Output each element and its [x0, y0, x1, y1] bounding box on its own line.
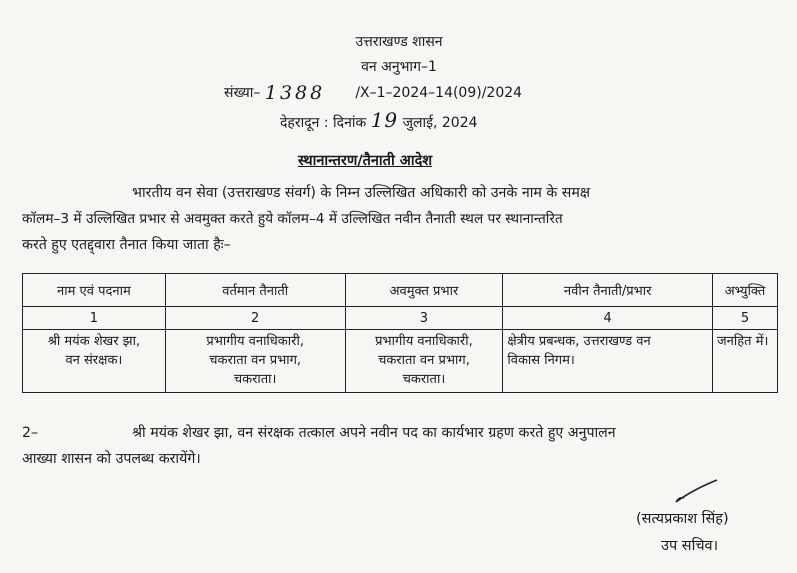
cell-relieved-charge — [345, 330, 503, 393]
signatory-name: (सत्यप्रकाश सिंह) — [636, 511, 729, 527]
current-line-2: चकराता वन प्रभाग, — [209, 353, 302, 368]
col-number: 2 — [165, 307, 345, 330]
cell-new-posting — [503, 330, 713, 393]
place-date-label: देहरादून : दिनांक — [280, 115, 367, 131]
table-number-row — [23, 307, 778, 330]
col-header-new-posting: नवीन तैनाती/प्रभार — [503, 274, 713, 307]
col-header-current-posting: वर्तमान तैनाती — [165, 274, 345, 307]
new-line-2: विकास निगम। — [507, 353, 575, 368]
intro-line-2: कॉलम–3 में उल्लिखित प्रभार से अवमुक्त करते हुये कॉलम–4 में उल्लिखित नवीन तैनाती स्थल पर स्थानान्तरित — [22, 211, 563, 227]
col-number: 4 — [503, 307, 713, 330]
place-date-line — [280, 108, 478, 132]
signature-stroke — [672, 478, 722, 506]
para2-number: 2– — [22, 425, 39, 441]
cell-remarks: जनहित में। — [713, 330, 778, 393]
col-header-remarks: अभ्युक्ति — [713, 274, 778, 307]
col-number: 5 — [713, 307, 778, 330]
table-header-row — [23, 274, 778, 307]
current-line-3: चकराता। — [233, 372, 277, 387]
order-number-suffix: /X–1–2024–14(09)/2024 — [355, 85, 523, 101]
new-line-1: क्षेत्रीय प्रबन्धक, उत्तराखण्ड वन — [507, 334, 651, 349]
order-number-label: संख्या– — [224, 85, 261, 101]
order-number-line — [224, 78, 523, 104]
order-title: स्थानान्तरण/तैनाती आदेश — [298, 153, 433, 169]
col-header-name: नाम एवं पदनाम — [23, 274, 166, 307]
intro-line-3: करते हुए एतद्द्वारा तैनात किया जाता हैः– — [22, 237, 231, 253]
relieved-line-1: प्रभागीय वनाधिकारी, — [375, 334, 473, 349]
government-name: उत्तराखण्ड शासन — [355, 34, 443, 50]
department-name: वन अनुभाग–1 — [361, 59, 437, 75]
date-suffix: जुलाई, 2024 — [402, 115, 478, 131]
cell-current-posting — [165, 330, 345, 393]
para2-line-1: श्री मयंक शेखर झा, वन संरक्षक तत्काल अपने नवीन पद का कार्यभार ग्रहण करते हुए अनुपालन — [132, 425, 616, 441]
col-header-relieved-charge: अवमुक्त प्रभार — [345, 274, 503, 307]
table-row — [23, 330, 778, 393]
col-number: 3 — [345, 307, 503, 330]
intro-line-1: भारतीय वन सेवा (उत्तराखण्ड संवर्ग) के निम्न उल्लिखित अधिकारी को उनके नाम के समक्ष — [132, 185, 591, 201]
signatory-designation: उप सचिव। — [661, 538, 719, 554]
posting-table — [22, 273, 778, 393]
current-line-1: प्रभागीय वनाधिकारी, — [206, 334, 304, 349]
cell-name — [23, 330, 166, 393]
date-handwritten: 19 — [370, 108, 399, 132]
designation-line: वन संरक्षक। — [65, 353, 123, 368]
relieved-line-3: चकराता। — [402, 372, 446, 387]
name-line: श्री मयंक शेखर झा, — [47, 334, 141, 349]
col-number: 1 — [23, 307, 166, 330]
para2-line-2: आख्या शासन को उपलब्ध करायेंगे। — [22, 451, 201, 467]
order-number-handwritten: 1388 — [264, 82, 326, 104]
relieved-line-2: चकराता वन प्रभाग, — [378, 353, 470, 368]
